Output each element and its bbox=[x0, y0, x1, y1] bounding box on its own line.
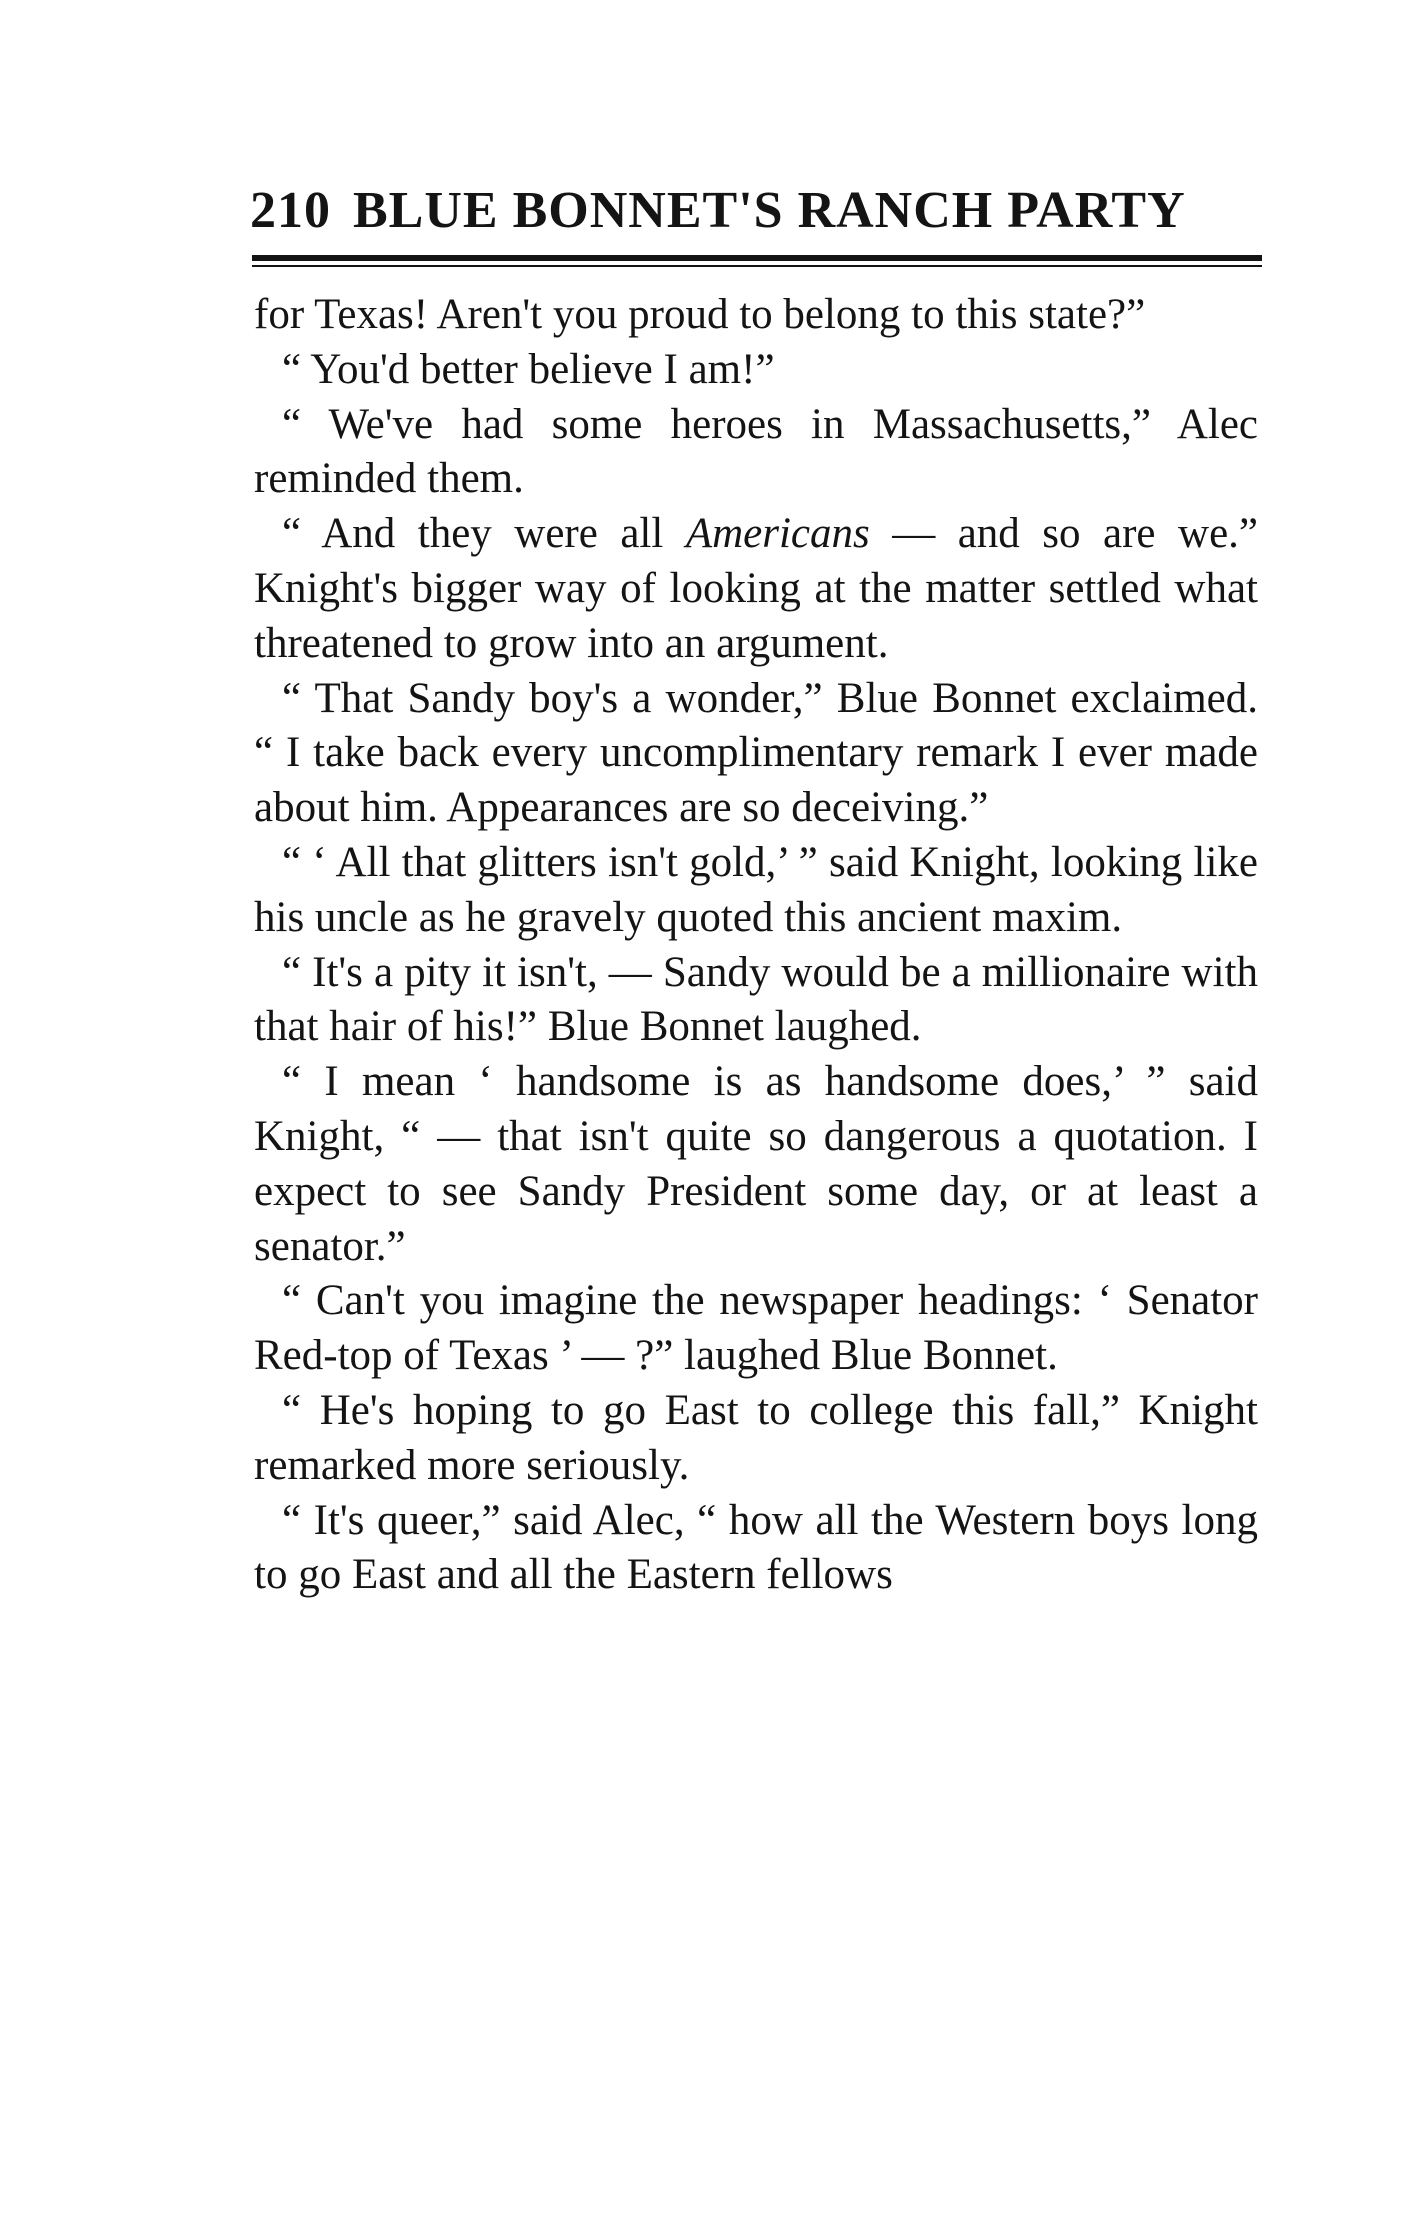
paragraph-text: “ And they were all bbox=[282, 510, 686, 558]
paragraph: “ I mean ‘ handsome is as handsome does,’ ” said Knight, “ — that isn't quite so dangerous a quotation. I expect to see Sandy President some day, or at least a senator.” bbox=[254, 1058, 1258, 1270]
paragraph: “ He's hoping to go East to college this fall,” Knight remarked more seriously. bbox=[254, 1386, 1258, 1489]
paragraph: “ That Sandy boy's a wonder,” Blue Bonnet exclaimed. “ I take back every uncomplimentary remark I ever made about him. Appearances are so deceiving.” bbox=[254, 674, 1258, 832]
paragraph: for Texas! Aren't you proud to belong to this state?” bbox=[254, 291, 1146, 338]
paragraph-text: — and so are we.” Knight's bigger way of looking at the matter settled what threatened to grow into an argument. bbox=[254, 510, 1258, 667]
header-rule-thin bbox=[252, 265, 1262, 267]
paragraph: “ It's queer,” said Alec, “ how all the Western boys long to go East and all the Eastern fellows bbox=[254, 1496, 1258, 1599]
paragraph: “ It's a pity it isn't, — Sandy would be a millionaire with that hair of his!” Blue Bonnet laughed. bbox=[254, 948, 1258, 1051]
paragraph: “ We've had some heroes in Massachusetts,” Alec reminded them. bbox=[254, 400, 1258, 503]
page-number: 210 bbox=[250, 182, 331, 239]
header-rule-thick bbox=[252, 255, 1262, 261]
paragraph bbox=[254, 507, 1258, 671]
italic-word: Americans bbox=[685, 510, 870, 558]
running-header bbox=[250, 176, 1262, 246]
paragraph: “ You'd better believe I am!” bbox=[282, 345, 775, 393]
running-title: BLUE BONNET'S RANCH PARTY bbox=[353, 182, 1186, 239]
paragraph: “ ‘ All that glitters isn't gold,’ ” said Knight, looking like his uncle as he gravely quoted this ancient maxim. bbox=[254, 838, 1258, 941]
paragraph: “ Can't you imagine the newspaper headings: ‘ Senator Red-top of Texas ’ — ?” laughed Blue Bonnet. bbox=[254, 1277, 1258, 1380]
page-body bbox=[254, 288, 1258, 1603]
